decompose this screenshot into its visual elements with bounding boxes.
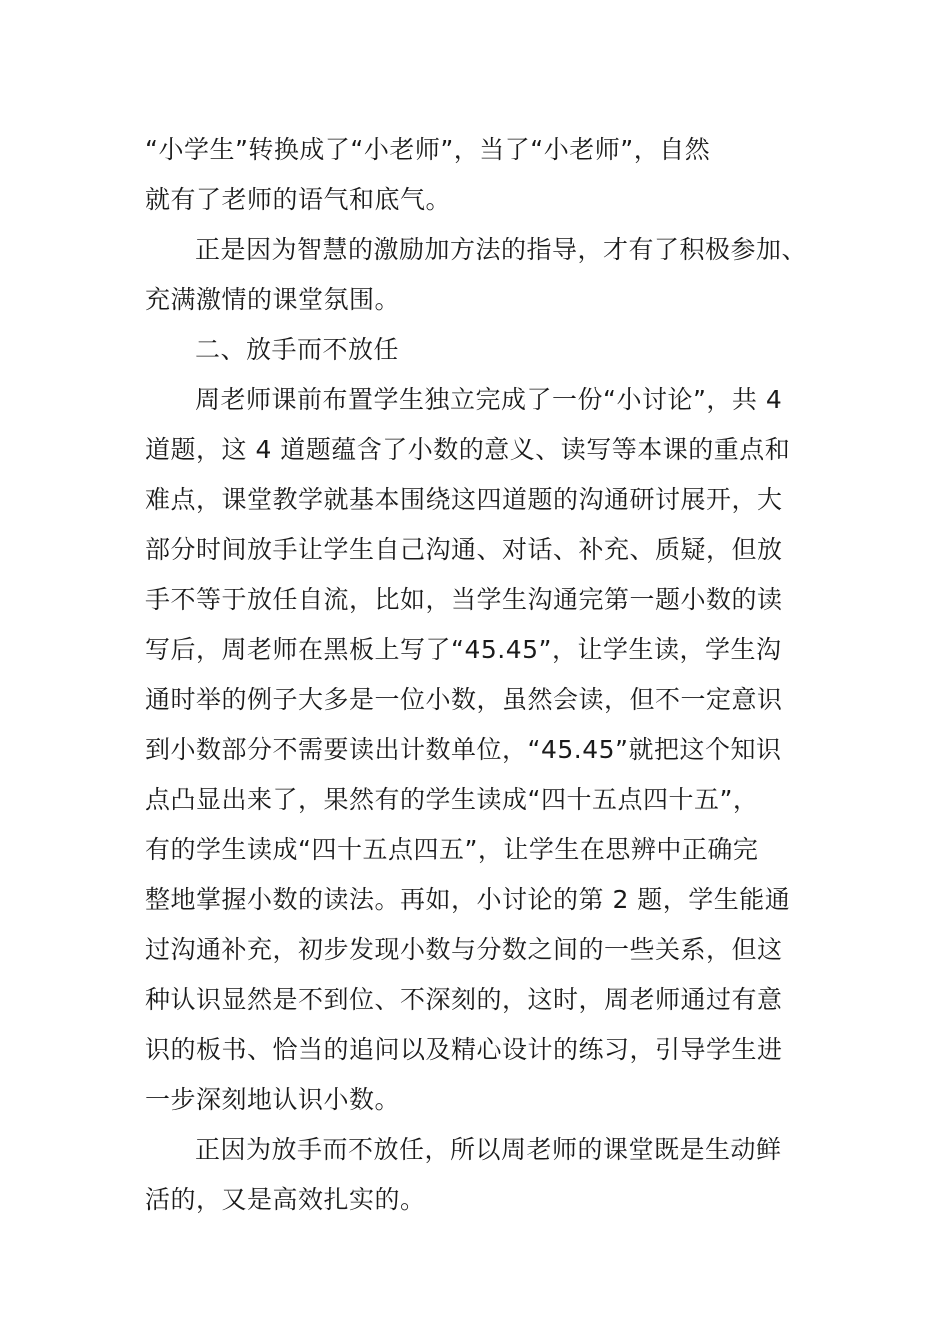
paragraph-line: 道题，这 4 道题蕴含了小数的意义、读写等本课的重点和: [145, 435, 791, 464]
paragraph-line: 正因为放手而不放任，所以周老师的课堂既是生动鲜: [195, 1135, 782, 1164]
paragraph-line: 整地掌握小数的读法。再如，小讨论的第 2 题，学生能通: [145, 885, 791, 914]
paragraph-line: 过沟通补充，初步发现小数与分数之间的一些关系，但这: [145, 935, 783, 964]
paragraph-line: 写后，周老师在黑板上写了“45.45”，让学生读，学生沟: [145, 635, 782, 664]
paragraph-line: 就有了老师的语气和底气。: [145, 185, 452, 214]
paragraph-line: 到小数部分不需要读出计数单位，“45.45”就把这个知识: [145, 735, 782, 764]
paragraph-line: 点凸显出来了，果然有的学生读成“四十五点四十五”，: [145, 785, 759, 814]
paragraph-line: 通时举的例子大多是一位小数，虽然会读，但不一定意识: [145, 685, 783, 714]
paragraph-line: 手不等于放任自流，比如，当学生沟通完第一题小数的读: [145, 585, 783, 614]
paragraph-line: 部分时间放手让学生自己沟通、对话、补充、质疑，但放: [145, 535, 783, 564]
paragraph-line: 一步深刻地认识小数。: [145, 1085, 401, 1114]
paragraph-line: 种认识显然是不到位、不深刻的，这时，周老师通过有意: [145, 985, 783, 1014]
paragraph-line: 难点，课堂教学就基本围绕这四道题的沟通研讨展开，大: [145, 485, 783, 514]
paragraph-line: 识的板书、恰当的追问以及精心设计的练习，引导学生进: [145, 1035, 783, 1064]
paragraph-line: 充满激情的课堂氛围。: [145, 285, 401, 314]
paragraph-line: 有的学生读成“四十五点四五”，让学生在思辨中正确完: [145, 835, 759, 864]
paragraph-line: 活的，又是高效扎实的。: [145, 1185, 426, 1214]
paragraph-line: 正是因为智慧的激励加方法的指导，才有了积极参加、: [195, 235, 808, 264]
paragraph-line: “小学生”转换成了“小老师”，当了“小老师”，自然: [145, 135, 711, 164]
section-heading: 二、放手而不放任: [195, 335, 400, 364]
paragraph-line: 周老师课前布置学生独立完成了一份“小讨论”，共 4: [195, 385, 783, 414]
